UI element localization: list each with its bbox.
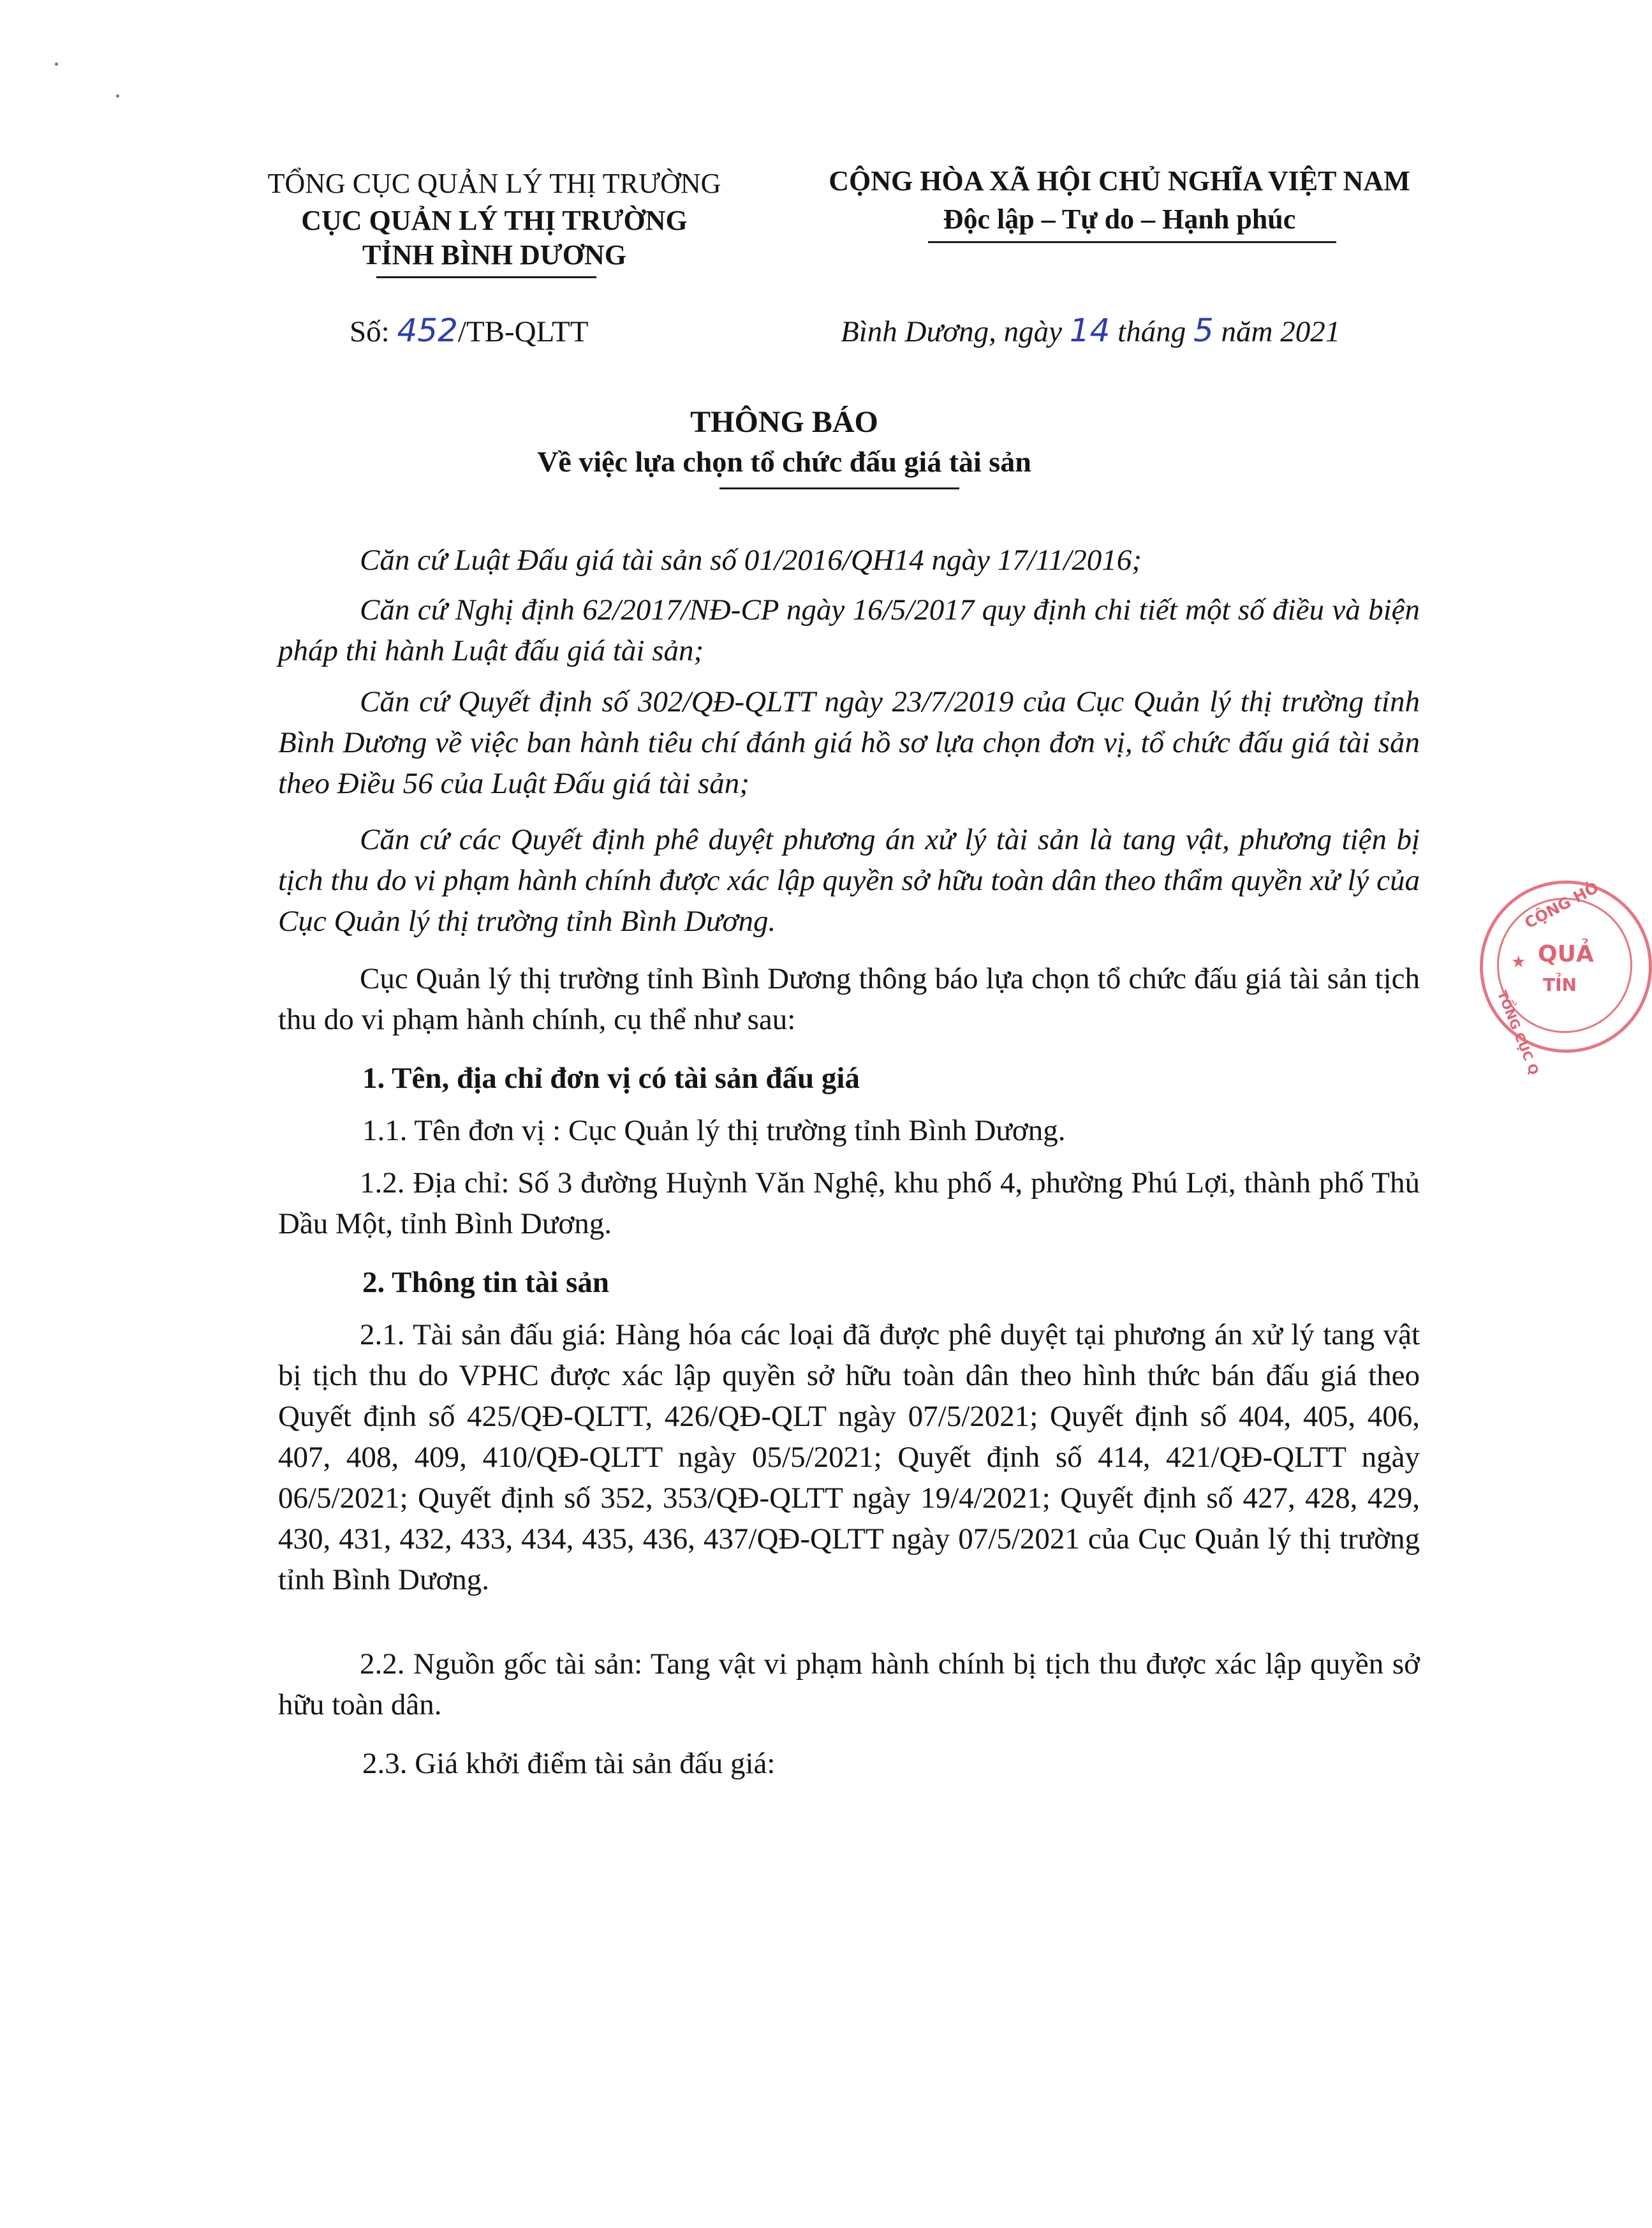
agency-parent: TỔNG CỤC QUẢN LÝ THỊ TRƯỜNG (267, 168, 721, 199)
section-1-heading: 1. Tên, địa chỉ đơn vị có tài sản đấu giá (362, 1062, 860, 1095)
agency-name: CỤC QUẢN LÝ THỊ TRƯỜNG (301, 205, 688, 236)
document-date (841, 310, 1340, 352)
motto-underline (928, 241, 1336, 243)
section-2-item-1: 2.1. Tài sản đấu giá: Hàng hóa các loại đã được phê duyệt tại phương án xử lý tang vật bị tịch thu do VPHC được xác lập quyền sở hữu toàn dân theo hình thức bán đấu giá theo Quyết định số 425/QĐ-QLTT, 426/QĐ-QLT ngày 07/5/2021; Quyết định số 404, 405, 406, 407, 408, 409, 410/QĐ-QLTT ngày 05/5/2021; Quyết định số 414, 421/QĐ-QLTT ngày 06/5/2021; Quyết định số 352, 353/QĐ-QLTT ngày 19/4/2021; Quyết định số 427, 428, 429, 430, 431, 432, 433, 434, 435, 436, 437/QĐ-QLTT ngày 07/5/2021 của Cục Quản lý thị trường tỉnh Bình Dương. (278, 1318, 1420, 1596)
subtitle-underline (719, 487, 959, 489)
date-prefix: Bình Dương, ngày (841, 315, 1063, 348)
preamble-3: Căn cứ Quyết định số 302/QĐ-QLTT ngày 23/7/2019 của Cục Quản lý thị trường tỉnh Bình Dương về việc ban hành tiêu chí đánh giá hồ sơ lựa chọn đơn vị, tổ chức đấu giá tài sản theo Điều 56 của Luật Đấu giá tài sản; (278, 685, 1420, 800)
seal-text-mid2: TỈN (1543, 974, 1577, 995)
month-label: tháng (1117, 315, 1186, 348)
handwritten-number: 452 (397, 312, 458, 349)
country-name: CỘNG HÒA XÃ HỘI CHỦ NGHĨA VIỆT NAM (829, 165, 1410, 197)
agency-province: TỈNH BÌNH DƯƠNG (362, 239, 626, 271)
preamble-2: Căn cứ Nghị định 62/2017/NĐ-CP ngày 16/5/2017 quy định chi tiết một số điều và biện pháp thi hành Luật đấu giá tài sản; (278, 593, 1420, 667)
handwritten-month: 5 (1193, 312, 1214, 349)
section-2-heading: 2. Thông tin tài sản (362, 1266, 610, 1299)
official-seal (1480, 878, 1652, 1078)
scan-speck (116, 94, 119, 98)
seal-text-mid: QUẢ (1538, 941, 1594, 967)
national-motto: Độc lập – Tự do – Hạnh phúc (943, 204, 1296, 235)
section-2-item-3: 2.3. Giá khởi điểm tài sản đấu giá: (362, 1747, 776, 1780)
scan-speck (55, 63, 58, 66)
agency-underline (376, 276, 596, 278)
intro-paragraph: Cục Quản lý thị trường tỉnh Bình Dương thông báo lựa chọn tổ chức đấu giá tài sản tịch thu do vi phạm hành chính, cụ thể như sau: (278, 962, 1420, 1036)
number-label: Số: (350, 315, 390, 348)
seal-star-icon: ★ (1511, 953, 1526, 972)
section-2-item-2: 2.2. Nguồn gốc tài sản: Tang vật vi phạm hành chính bị tịch thu được xác lập quyền sở hữu toàn dân. (278, 1647, 1420, 1721)
seal-text-left: TỔNG CỤC Q (1494, 988, 1542, 1078)
preamble-4: Căn cứ các Quyết định phê duyệt phương án xử lý tài sản là tang vật, phương tiện bị tịch thu do vi phạm hành chính được xác lập quyền sở hữu toàn dân theo thẩm quyền xử lý của Cục Quản lý thị trường tỉnh Bình Dương. (278, 823, 1420, 938)
preamble-1: Căn cứ Luật Đấu giá tài sản số 01/2016/QH14 ngày 17/11/2016; (360, 544, 1142, 577)
number-suffix: /TB-QLTT (457, 315, 589, 348)
document-subtitle: Về việc lựa chọn tổ chức đấu giá tài sản (537, 445, 1031, 478)
year-label: năm 2021 (1221, 315, 1341, 348)
document-number (350, 310, 588, 352)
seal-text-top: CỘNG HÒ (1521, 878, 1602, 933)
document-title: THÔNG BÁO (690, 405, 878, 439)
section-1-item-1: 1.1. Tên đơn vị : Cục Quản lý thị trường tỉnh Bình Dương. (362, 1114, 1066, 1147)
handwritten-day: 14 (1069, 312, 1110, 349)
section-1-item-2: 1.2. Địa chỉ: Số 3 đường Huỳnh Văn Nghệ, khu phố 4, phường Phú Lợi, thành phố Thủ Dầu Một, tỉnh Bình Dương. (278, 1166, 1420, 1240)
